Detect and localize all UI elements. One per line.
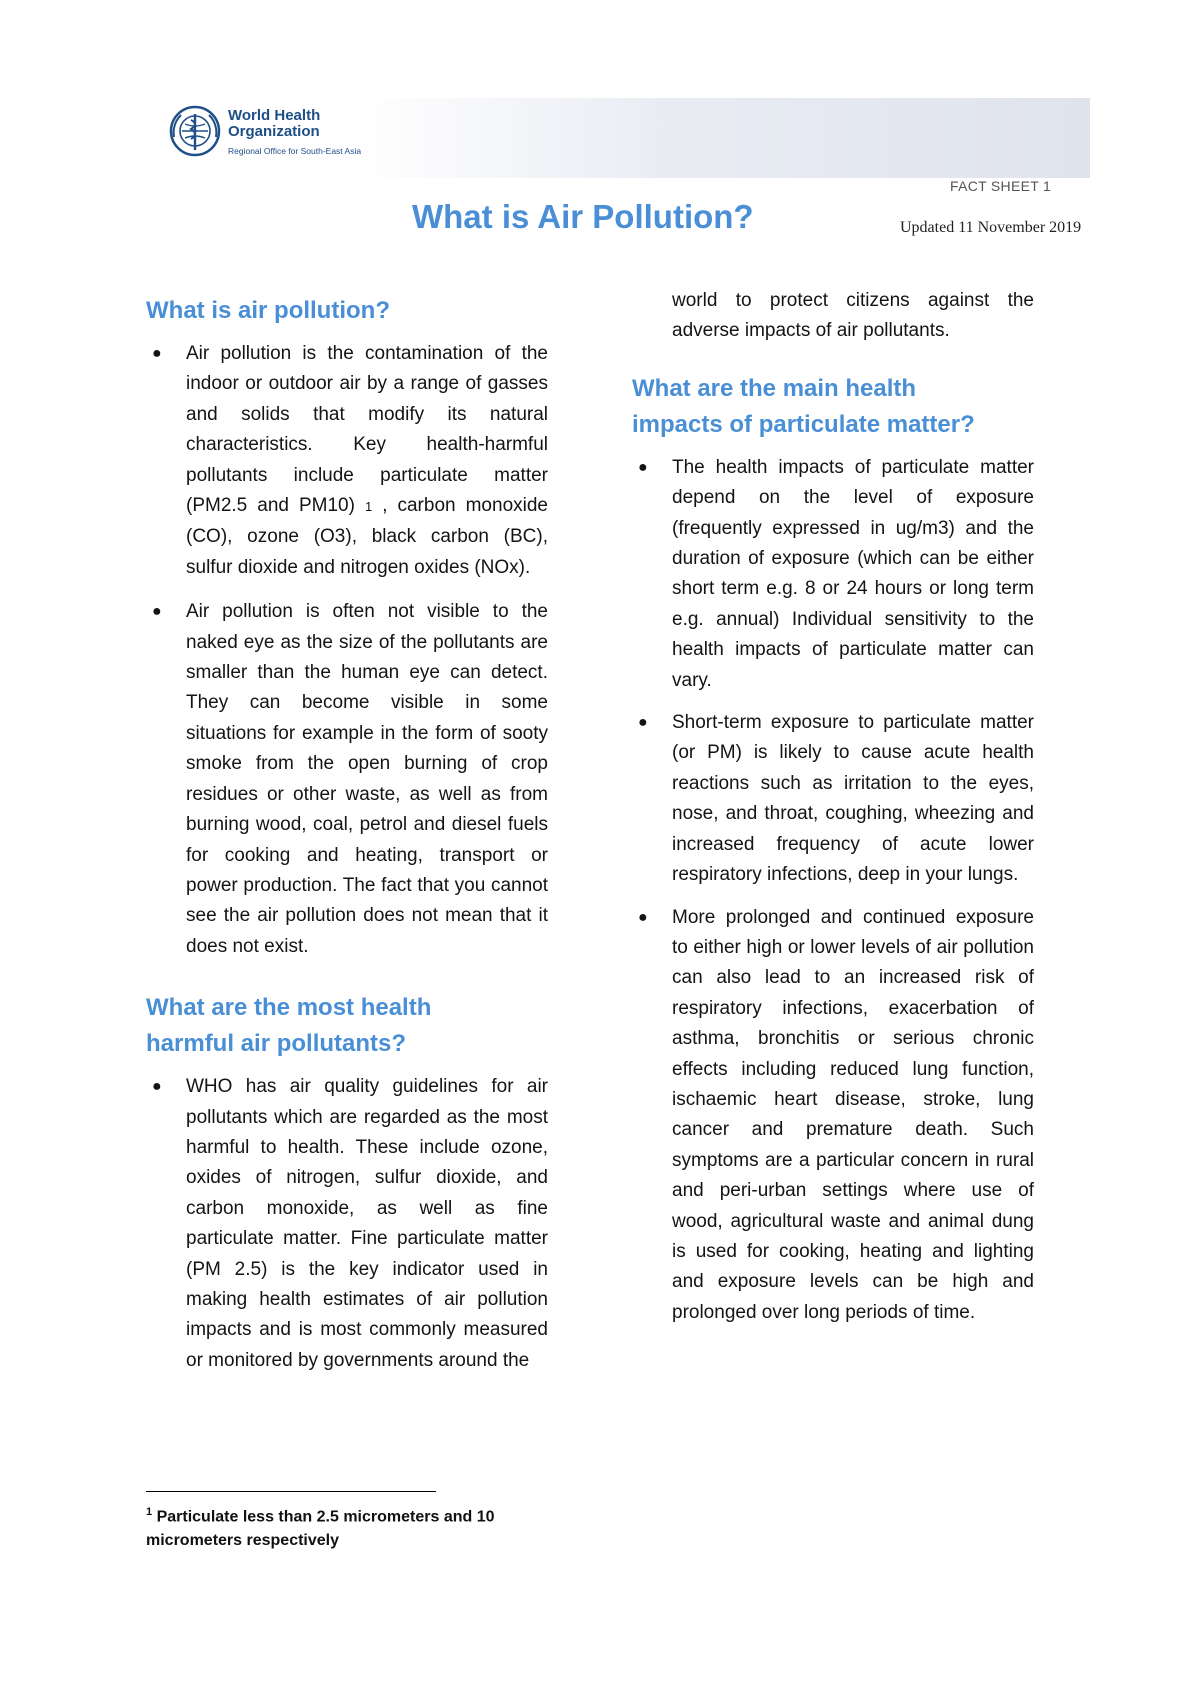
heading-line2: harmful air pollutants? <box>146 1030 407 1058</box>
list-item <box>146 1072 548 1376</box>
who-region: Regional Office for South-East Asia <box>228 146 362 156</box>
list-item <box>146 597 548 962</box>
list-item-continuation <box>632 286 1034 347</box>
who-org-name-line2: Organization <box>228 123 320 140</box>
harmful-pollutants-list <box>146 1072 548 1376</box>
continuation-text: world to protect citizens against the adverse impacts of air pollutants. <box>672 290 1034 342</box>
bullet-text: Short-term exposure to particulate matter (or PM) is likely to cause acute health reactions such as irritation to the eyes, nose, and throat, coughing, wheezing and increased frequency of acute lower respiratory infections, deep in your lungs. <box>672 712 1034 886</box>
list-item <box>632 708 1034 890</box>
fact-sheet-label: FACT SHEET 1 <box>950 178 1052 194</box>
heading-line2: impacts of particulate matter? <box>632 410 975 438</box>
section-heading-health-impacts <box>632 371 1034 443</box>
heading-line1: What are the most health <box>146 994 432 1022</box>
bullet-icon: ● <box>638 458 648 476</box>
section-heading-harmful-pollutants <box>146 990 548 1062</box>
bullet-text: WHO has air quality guidelines for air pollutants which are regarded as the most harmful to health. These include ozone, oxides of nitrogen, sulfur dioxide, and carbon monoxide, as well as fine particulate matter. Fine particulate matter (PM 2.5) is the key indicator used in making health estimates of air pollution impacts and is most commonly measured or monitored by governments around the <box>186 1076 548 1371</box>
page-title: What is Air Pollution? <box>412 198 754 235</box>
bullet-icon: ● <box>152 345 162 362</box>
air-pollution-list <box>146 339 548 962</box>
bullet-icon: ● <box>152 1078 162 1096</box>
continuation-list <box>632 286 1034 347</box>
bullet-text-part2: , carbon monoxide (CO), ozone (O3), black carbon (BC), sulfur dioxide and nitrogen oxides (NOx). <box>186 495 548 578</box>
who-org-name <box>228 108 378 140</box>
heading-line1: What are the main health <box>632 374 917 402</box>
left-column <box>146 293 548 1376</box>
who-emblem-icon <box>168 104 222 158</box>
bullet-icon: ● <box>638 714 648 732</box>
updated-date: Updated 11 November 2019 <box>900 219 1082 236</box>
bullet-text-part1: Air pollution is the contamination of the indoor or outdoor air by a range of gasses and solids that modify its natural characteristics. Key health-harmful pollutants include particulate matter (PM2.5 and PM10) <box>186 343 548 517</box>
section-heading-air-pollution: What is air pollution? <box>146 297 390 324</box>
bullet-text: The health impacts of particulate matter depend on the level of exposure (frequently expressed in ug/m3) and the duration of exposure (which can be either short term e.g. 8 or 24 hours or long term e.g. annual) Individual sensitivity to the health impacts of particulate matter can vary. <box>672 456 1034 691</box>
list-item <box>146 339 548 583</box>
footnote <box>146 1500 566 1553</box>
footnote-ref: 1 <box>364 499 373 515</box>
bullet-icon: ● <box>638 908 648 926</box>
who-logo <box>168 104 368 168</box>
list-item <box>632 903 1034 1329</box>
footnote-text: Particulate less than 2.5 micrometers and 10 micrometers respectively <box>146 1508 495 1550</box>
footnote-divider <box>146 1491 436 1492</box>
list-item <box>632 453 1034 696</box>
bullet-icon: ● <box>152 603 162 621</box>
bullet-text: Air pollution is often not visible to the naked eye as the size of the pollutants are smaller than the human eye can detect. They can become visible in some situations for example in the form of sooty smoke from the open burning of crop residues or other waste, as well as from burning wood, coal, petrol and diesel fuels for cooking and heating, transport or power production. The fact that you cannot see the air pollution does not mean that it does not exist. <box>186 601 548 957</box>
right-column <box>632 286 1034 1328</box>
who-org-name-line1: World Health <box>228 107 321 124</box>
bullet-text: More prolonged and continued exposure to either high or lower levels of air pollution can also lead to an increased risk of respiratory infections, exacerbation of asthma, bronchitis or serious chronic effects including reduced lung function, ischaemic heart disease, stroke, lung cancer and premature death. Such symptoms are a particular concern in rural and peri-urban settings where use of wood, agricultural waste and animal dung is used for cooking, heating and lighting and exposure levels can be high and prolonged over long periods of time. <box>672 906 1034 1323</box>
footnote-number: 1 <box>146 1506 153 1518</box>
health-impacts-list <box>632 453 1034 1328</box>
